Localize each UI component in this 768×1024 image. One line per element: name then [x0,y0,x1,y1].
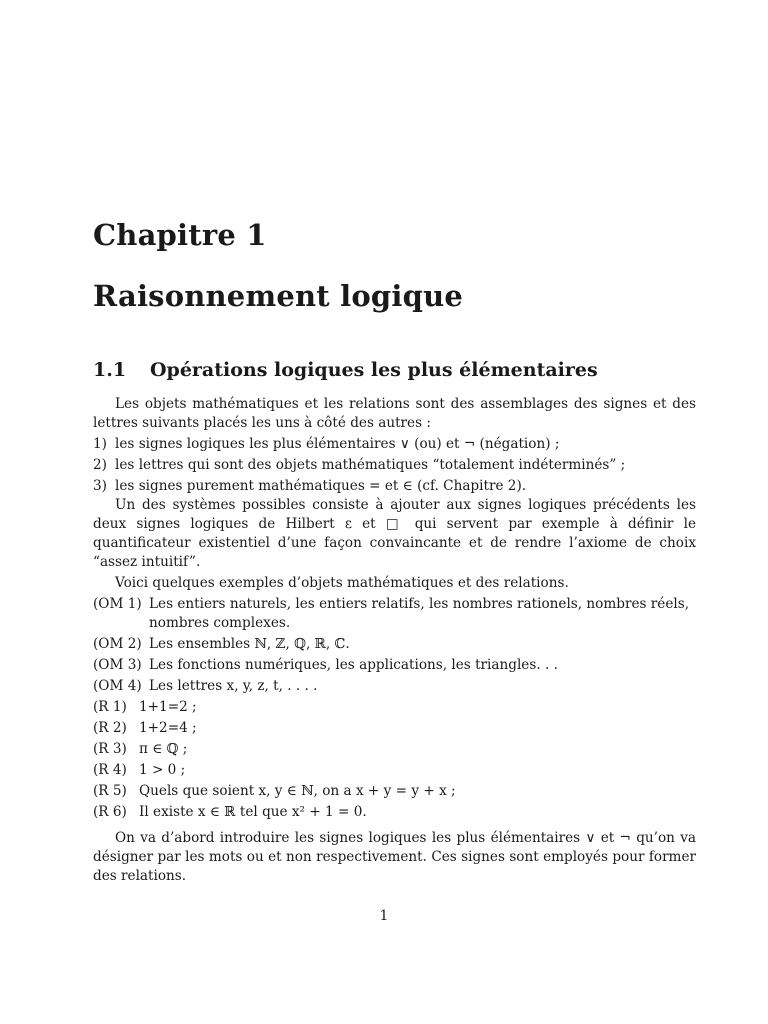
list-item-label: 3) [93,478,107,494]
list-item [93,477,696,496]
list-item-text: 1 > 0 ; [139,762,186,778]
list-item-label: 1) [93,436,107,452]
list-item-label: (OM 3) [93,657,142,673]
page-number: 1 [379,908,389,924]
list-item [93,595,696,633]
list-item-text: Les fonctions numériques, les applications, les triangles. . . [149,657,558,673]
list-item-text: Les lettres x, y, z, t, . . . . [149,678,318,694]
paragraph-intro: Les objets mathématiques et les relations sont des assemblages des signes et des lettres suivants placés les uns à côté des autres : [93,396,696,431]
list-item-text: Quels que soient x, y ∈ ℕ, on a x + y = y + x ; [139,783,456,799]
section-heading [93,359,598,381]
list-item [93,740,696,759]
list-item-label: (OM 2) [93,636,142,652]
list-item [93,435,696,454]
list-item [93,635,696,654]
list-item [93,803,696,822]
list-item [93,761,696,780]
section-title: Opérations logiques les plus élémentaires [150,359,598,381]
list-item-label: (R 1) [93,699,127,715]
list-item [93,719,696,738]
list-item-text: les lettres qui sont des objets mathématiques “totalement indéterminés” ; [115,457,626,473]
paragraph-examples: Voici quelques exemples d’objets mathématiques et des relations. [115,575,569,591]
list-item-label: (R 6) [93,804,127,820]
section-number: 1.1 [93,359,127,381]
paragraph-hilbert: Un des systèmes possibles consiste à ajouter aux signes logiques précédents les deux signes logiques de Hilbert ε et □ qui servent par exemple à définir le quantificateur existentiel d’une façon convaincante et de rendre l’axiome de choix “assez intuitif”. [93,497,696,570]
list-item-label: (R 2) [93,720,127,736]
list-item-label: (R 5) [93,783,127,799]
list-item-text: Les ensembles ℕ, ℤ, ℚ, ℝ, ℂ. [149,636,350,652]
list-item-text: Les entiers naturels, les entiers relatifs, les nombres rationels, nombres réels, nombres complexes. [149,596,690,631]
list-item [93,656,696,675]
chapter-label: Chapitre 1 [93,218,267,252]
list-item-label: (R 3) [93,741,127,757]
list-item [93,677,696,696]
list-item-label: (R 4) [93,762,127,778]
section-body [93,395,696,886]
list-item-label: 2) [93,457,107,473]
chapter-title: Raisonnement logique [93,279,464,313]
list-item-text: 1+1=2 ; [139,699,197,715]
list-item-text: les signes logiques les plus élémentaires ∨ (ou) et ¬ (négation) ; [115,436,560,452]
list-item [93,698,696,717]
list-item-label: (OM 4) [93,678,142,694]
paragraph-operators: On va d’abord introduire les signes logiques les plus élémentaires ∨ et ¬ qu’on va désigner par les mots ou et non respectivement. Ces signes sont employés pour former des relations. [93,830,696,884]
list-item-label: (OM 1) [93,596,142,612]
list-item-text: les signes purement mathématiques = et ∈ (cf. Chapitre 2). [115,478,527,494]
list-item-text: π ∈ ℚ ; [139,741,188,757]
list-item [93,782,696,801]
list-item-text: Il existe x ∈ ℝ tel que x² + 1 = 0. [139,804,367,820]
list-item-text: 1+2=4 ; [139,720,197,736]
list-item [93,456,696,475]
